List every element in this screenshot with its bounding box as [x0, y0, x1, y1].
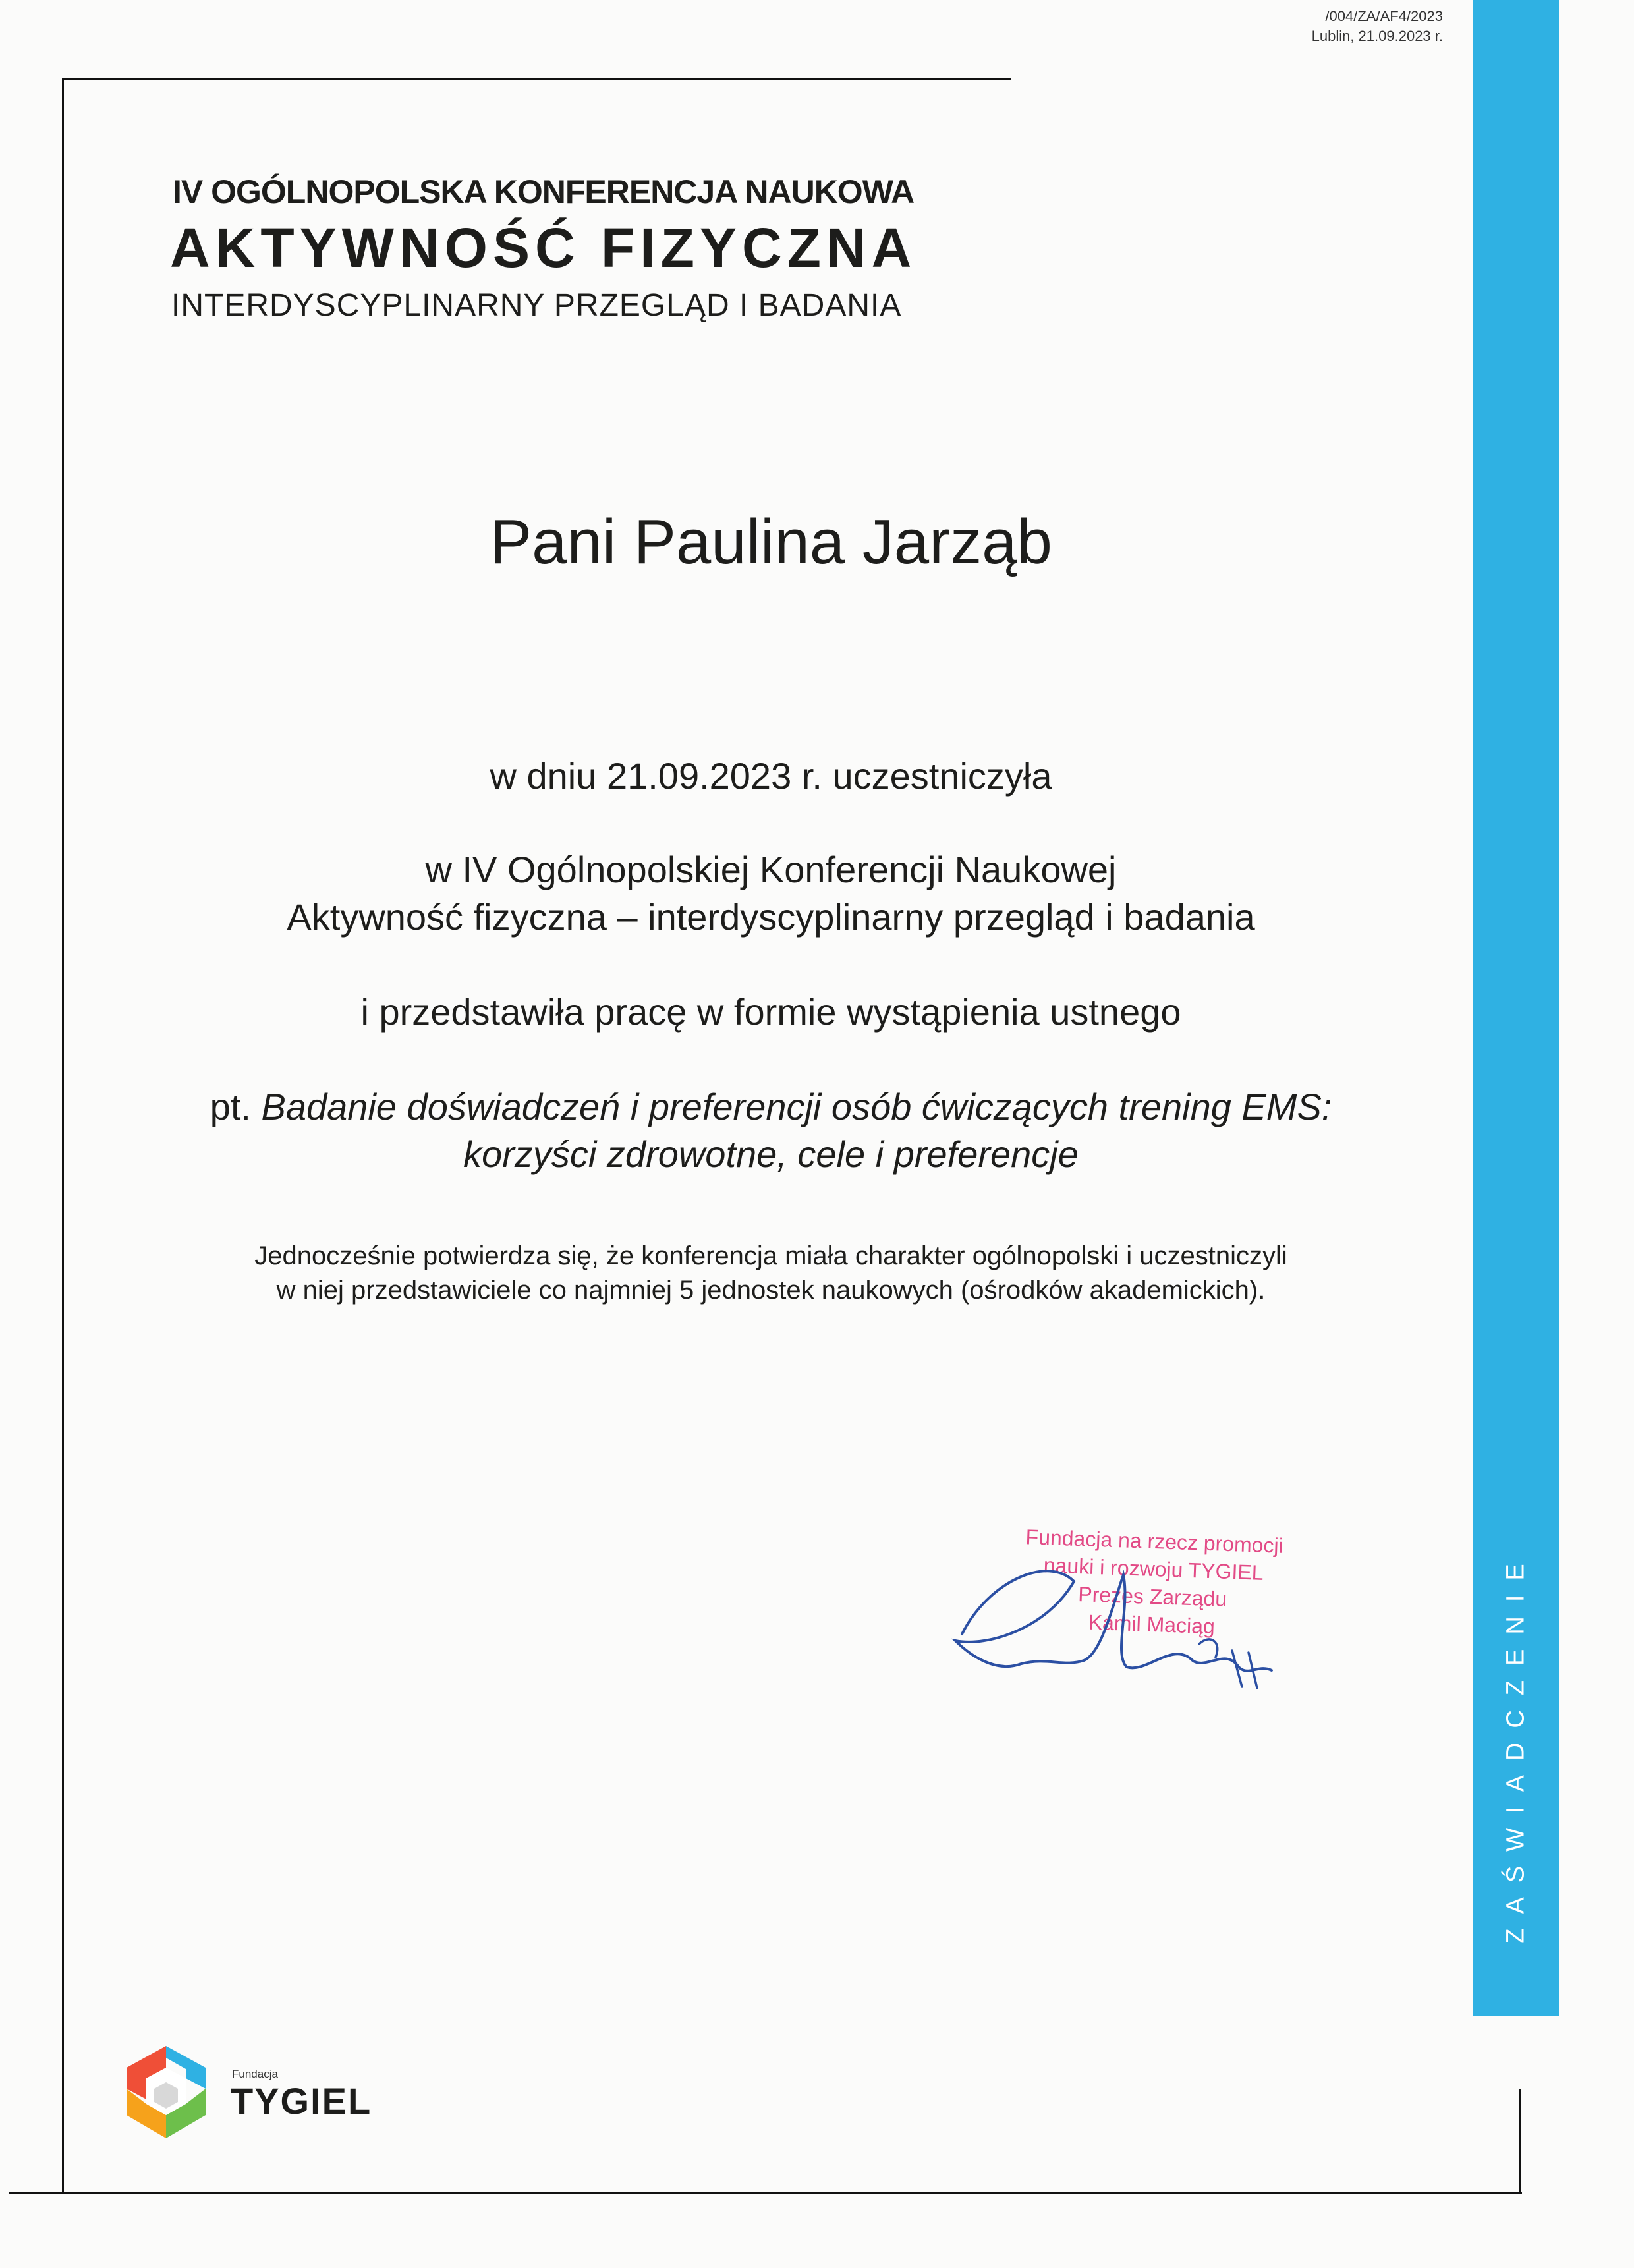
stamp-line1: Fundacja na rzecz promocji	[1025, 1525, 1284, 1558]
presentation-form: i przedstawiła pracę w formie wystąpienia ustnego	[360, 991, 1181, 1033]
document-number: /004/ZA/AF4/2023	[1325, 8, 1443, 24]
conference-header-title: AKTYWNOŚĆ FIZYCZNA	[170, 217, 917, 279]
document-number-block	[1312, 7, 1443, 46]
recipient-name: Pani Paulina Jarząb	[490, 507, 1052, 577]
stamp-line3: Prezes Zarządu	[1077, 1582, 1227, 1611]
conference-header-subtitle: INTERDYSCYPLINARNY PRZEGLĄD I BADANIA	[171, 288, 902, 323]
conference-header-line1: IV OGÓLNOPOLSKA KONFERENCJA NAUKOWA	[173, 173, 915, 210]
stamp-line2: nauki i rozwoju TYGIEL	[1043, 1553, 1264, 1585]
title-line2: korzyści zdrowotne, cele i preferencje	[463, 1133, 1079, 1175]
conference-name	[0, 846, 1542, 941]
stripe-label: ZAŚWIADCZENIE	[1502, 1548, 1530, 1944]
frame-top-line	[62, 78, 1011, 80]
frame-bottom-line	[9, 2192, 1522, 2194]
participation-date: w dniu 21.09.2023 r. uczestniczyła	[490, 755, 1052, 797]
stripe-label-wrap	[1473, 1489, 1559, 2003]
confirmation-text	[0, 1239, 1542, 1307]
title-line1: Badanie doświadczeń i preferencji osób ćwiczących trening EMS:	[261, 1086, 1332, 1127]
conference-name-line1: w IV Ogólnopolskiej Konferencji Naukowej	[425, 849, 1117, 890]
document-place-date: Lublin, 21.09.2023 r.	[1311, 28, 1443, 44]
confirmation-line2: w niej przedstawiciele co najmniej 5 jednostek naukowych (ośrodków akademickich).	[276, 1276, 1266, 1305]
logo-name: TYGIEL	[231, 2080, 372, 2122]
handwritten-signature	[949, 1535, 1278, 1707]
presentation-title	[0, 1083, 1542, 1178]
stamp-line4: Kamil Maciąg	[1088, 1610, 1216, 1639]
title-prefix: pt.	[210, 1086, 251, 1127]
confirmation-line1: Jednocześnie potwierdza się, że konferencja miała charakter ogólnopolski i uczestniczyli	[254, 1241, 1287, 1270]
logo-small-text: Fundacja	[232, 2068, 278, 2080]
tygiel-logo-icon	[120, 2043, 212, 2141]
frame-right-line	[1519, 2089, 1521, 2193]
conference-name-line2: Aktywność fizyczna – interdyscyplinarny przegląd i badania	[287, 896, 1255, 938]
